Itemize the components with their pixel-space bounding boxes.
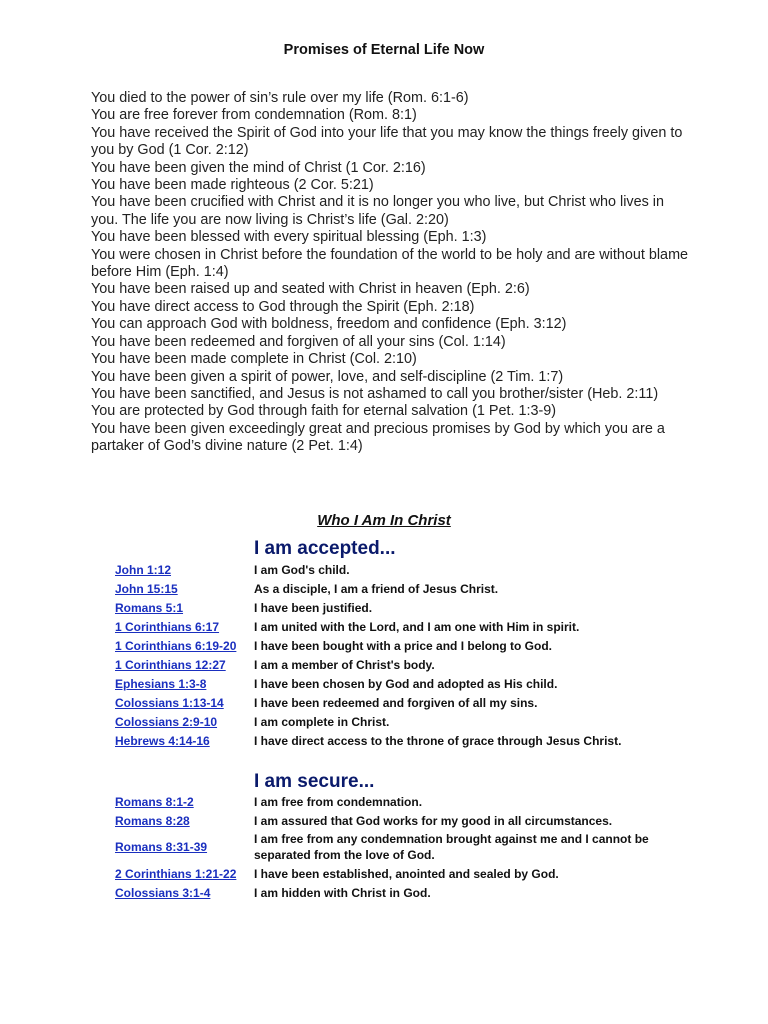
promise-item: You have been redeemed and forgiven of all your sins (Col. 1:14) — [91, 333, 506, 350]
statement-text: I am God's child. — [254, 562, 350, 577]
promise-item: You have been raised up and seated with Christ in heaven (Eph. 2:6) — [91, 281, 530, 298]
promise-item: You have been given exceedingly great and precious promises by God by which you are a partaker of God’s divine nature (2 Pet. 1:4) — [91, 420, 665, 455]
scripture-link[interactable]: John 15:15 — [115, 581, 178, 596]
scripture-link[interactable]: Romans 8:31-39 — [115, 840, 208, 854]
promise-item: You have direct access to God through the Spirit (Eph. 2:18) — [91, 298, 475, 315]
promise-item: You can approach God with boldness, freedom and confidence (Eph. 3:12) — [91, 316, 567, 333]
statement-text: I have direct access to the throne of grace through Jesus Christ. — [254, 733, 622, 748]
table-row — [115, 731, 675, 750]
table-row — [115, 617, 675, 636]
scripture-link[interactable]: Colossians 3:1-4 — [115, 885, 211, 900]
promise-item: You have been given a spirit of power, love, and self-discipline (2 Tim. 1:7) — [91, 368, 564, 385]
statement-text: I have been established, anointed and sealed by God. — [254, 866, 559, 881]
table-row — [115, 579, 675, 598]
table-row — [115, 674, 675, 693]
scripture-link[interactable]: 1 Corinthians 12:27 — [115, 657, 226, 672]
table-row — [115, 712, 675, 731]
scripture-link[interactable]: Romans 8:1-2 — [115, 794, 194, 809]
table-row — [115, 792, 675, 811]
table-row — [115, 830, 675, 864]
statement-text: I am free from condemnation. — [254, 794, 423, 809]
secure-table — [115, 792, 675, 902]
scripture-link[interactable]: John 1:12 — [115, 562, 172, 577]
table-row — [115, 598, 675, 617]
table-row — [115, 693, 675, 712]
table-row — [115, 655, 675, 674]
scripture-link[interactable]: Romans 8:28 — [115, 813, 190, 828]
accepted-heading: I am accepted... — [254, 538, 396, 559]
statement-text: I am a member of Christ's body. — [254, 657, 435, 672]
statement-text: As a disciple, I am a friend of Jesus Christ. — [254, 581, 499, 596]
scripture-link[interactable]: 2 Corinthians 1:21-22 — [115, 866, 237, 881]
promise-item: You have been blessed with every spiritual blessing (Eph. 1:3) — [91, 229, 487, 246]
scripture-link[interactable]: Colossians 1:13-14 — [115, 695, 224, 710]
promise-item: You died to the power of sin’s rule over my life (Rom. 6:1-6) — [91, 90, 469, 106]
promise-item: You have been made righteous (2 Cor. 5:21) — [91, 177, 374, 194]
promise-item: You are free forever from condemnation (Rom. 8:1) — [91, 107, 417, 124]
statement-text: I have been redeemed and forgiven of all my sins. — [254, 695, 538, 710]
scripture-link[interactable]: Romans 5:1 — [115, 600, 184, 615]
statement-text: I am complete in Christ. — [254, 714, 390, 729]
secure-heading: I am secure... — [254, 771, 375, 792]
statement-text: I have been justified. — [254, 600, 373, 615]
table-row — [115, 636, 675, 655]
scripture-link[interactable]: Colossians 2:9-10 — [115, 714, 218, 729]
statement-text: I am free from any condemnation brought against me and I cannot be separated from the love of God. — [254, 832, 649, 862]
table-row — [115, 883, 675, 902]
promise-item: You have received the Spirit of God into your life that you may know the things freely given to you by God (1 Cor. 2:12) — [91, 124, 683, 159]
promise-item: You have been crucified with Christ and it is no longer you who live, but Christ who lives in you. The life you are now living is Christ’s life (Gal. 2:20) — [91, 194, 664, 228]
scripture-link[interactable]: 1 Corinthians 6:19-20 — [115, 638, 237, 653]
statement-text: I have been chosen by God and adopted as His child. — [254, 676, 558, 691]
scripture-link[interactable]: Hebrews 4:14-16 — [115, 733, 210, 748]
accepted-table — [115, 560, 675, 750]
table-row — [115, 811, 675, 830]
promise-item: You have been given the mind of Christ (1 Cor. 2:16) — [91, 159, 426, 176]
page-title: Promises of Eternal Life Now — [283, 42, 485, 58]
promise-item: You are protected by God through faith for eternal salvation (1 Pet. 1:3-9) — [91, 403, 557, 420]
promises-list — [91, 90, 691, 456]
scripture-link[interactable]: 1 Corinthians 6:17 — [115, 619, 220, 634]
statement-text: I am assured that God works for my good in all circumstances. — [254, 813, 613, 828]
statement-text: I am united with the Lord, and I am one with Him in spirit. — [254, 619, 580, 634]
scripture-link[interactable]: Ephesians 1:3-8 — [115, 676, 207, 691]
promise-item: You have been sanctified, and Jesus is not ashamed to call you brother/sister (Heb. 2:11) — [91, 385, 659, 402]
statement-text: I am hidden with Christ in God. — [254, 885, 431, 900]
promise-item: You were chosen in Christ before the foundation of the world to be holy and are without blame before Him (Eph. 1:4) — [91, 246, 689, 281]
statement-text: I have been bought with a price and I belong to God. — [254, 638, 553, 653]
section-heading: Who I Am In Christ — [317, 512, 451, 529]
table-row — [115, 560, 675, 579]
table-row — [115, 864, 675, 883]
promise-item: You have been made complete in Christ (Col. 2:10) — [91, 351, 417, 368]
